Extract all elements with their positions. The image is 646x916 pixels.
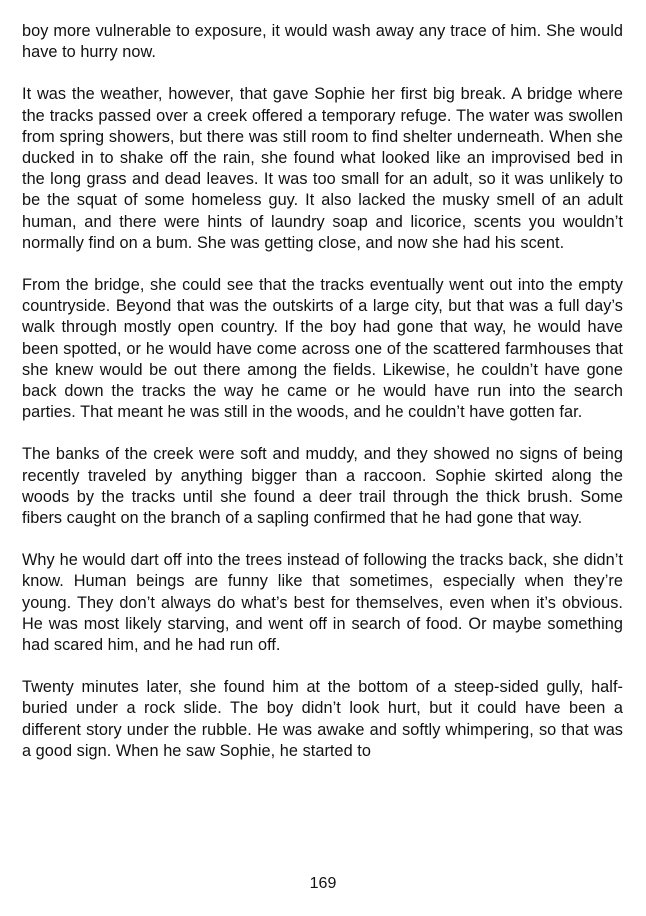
paragraph: Twenty minutes later, she found him at the bottom of a steep-sided gully, half-buried under a rock slide. The boy didn’t look hurt, but it could have been a different story under the rubble. He was awake and softly whimpering, so that was a good sign. When he saw Sophie, he started to: [22, 678, 623, 760]
paragraph: From the bridge, she could see that the tracks eventually went out into the empty countryside. Beyond that was the outskirts of a large city, but that was a full day’s walk through mostly open country. If the boy had gone that way, he would have been spotted, or he would have come across one of the scattered farmhouses that she knew would be out there among the fields. Likewise, he couldn’t have gone back down the tracks the way he came or he would have run into the search parties. That meant he was still in the woods, and he couldn’t have gotten far.: [22, 276, 623, 422]
page-number: 169: [309, 875, 337, 892]
paragraph: boy more vulnerable to exposure, it would wash away any trace of him. She would have to hurry now.: [22, 22, 623, 62]
paragraph: It was the weather, however, that gave Sophie her first big break. A bridge where the tracks passed over a creek offered a temporary refuge. The water was swollen from spring showers, but there was still room to find shelter underneath. When she ducked in to shake off the rain, she found what looked like an improvised bed in the long grass and dead leaves. It was too small for an adult, so it was unlikely to be the squat of some homeless guy. It also lacked the musky smell of an adult human, and there were hints of laundry soap and licorice, scents you wouldn’t normally find on a bum. She was getting close, and now she had his scent.: [22, 85, 623, 252]
paragraph: The banks of the creek were soft and muddy, and they showed no signs of being recently traveled by anything bigger than a raccoon. Sophie skirted along the woods by the tracks until she found a deer trail through the thick brush. Some fibers caught on the branch of a sapling confirmed that he had gone that way.: [22, 445, 623, 528]
page-body: [22, 21, 623, 783]
paragraph: Why he would dart off into the trees instead of following the tracks back, she didn’t know. Human beings are funny like that sometimes, especially when they’re young. They don’t always do what’s best for themselves, even when it’s obvious. He was most likely starving, and went off in search of food. Or maybe something had scared him, and he had run off.: [22, 551, 623, 655]
